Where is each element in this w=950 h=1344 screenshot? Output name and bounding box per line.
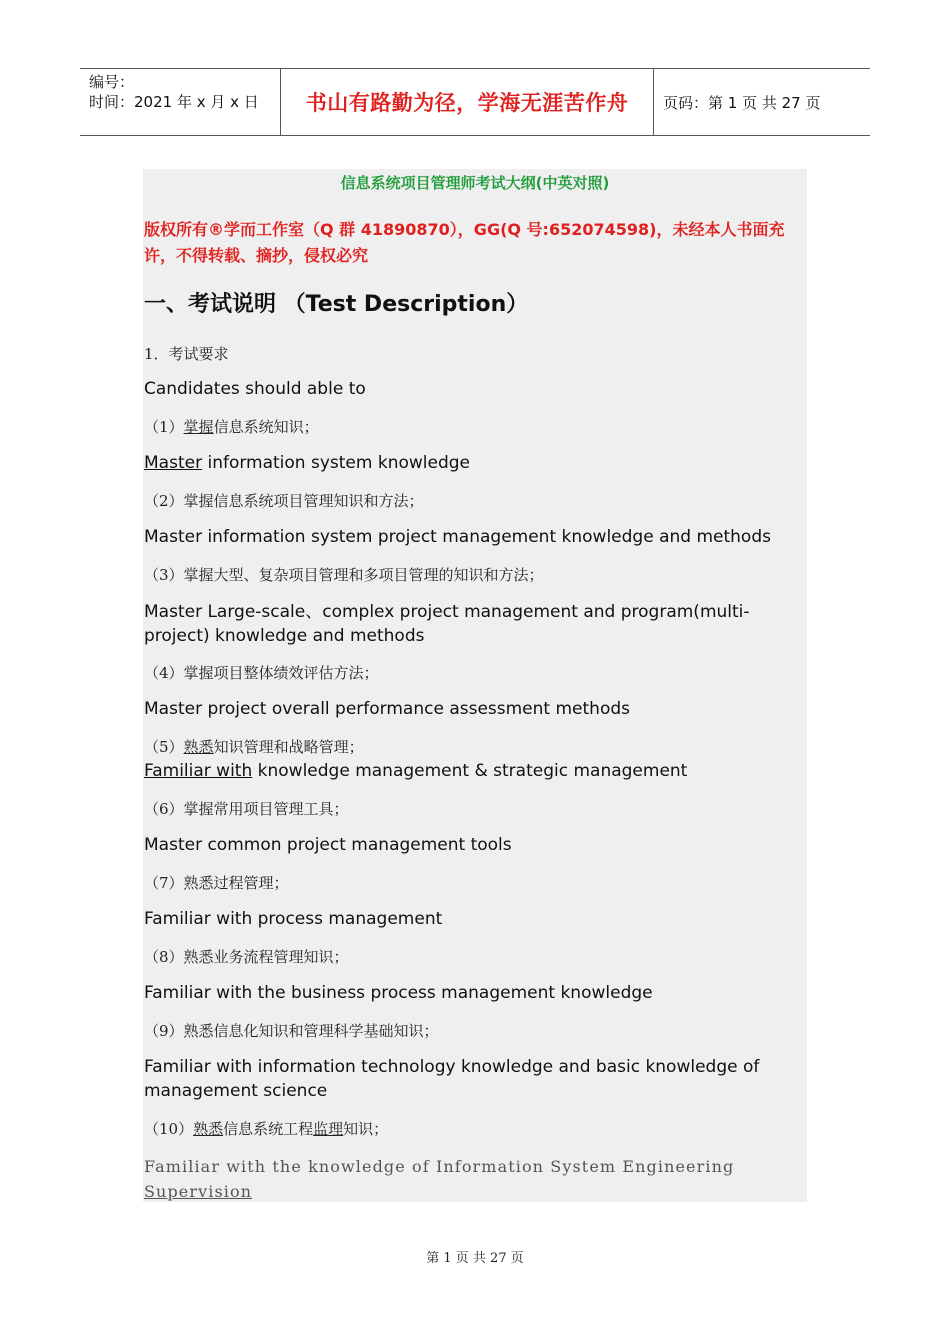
header-time: 时间：2021 年 x 月 x 日: [89, 93, 259, 111]
item-text: knowledge management & strategic management: [252, 761, 688, 781]
item-6-en: Master common project management tools: [144, 835, 512, 855]
item-7-en: Familiar with process management: [144, 909, 443, 929]
item-number: （10）: [144, 1120, 194, 1138]
item-1-cn: [144, 416, 319, 437]
item-text: 信息系统工程: [223, 1120, 314, 1138]
item-text: 知识；: [343, 1120, 389, 1138]
item-text: 知识管理和战略管理；: [213, 738, 364, 756]
item-3-en: Master Large-scale、complex project management and program(multi-project) knowledge and methods: [144, 602, 750, 646]
underlined-term: Familiar with: [144, 761, 253, 781]
item-8-cn: （8）熟悉业务流程管理知识；: [144, 948, 349, 966]
item-9-en: Familiar with information technology knowledge and basic knowledge of management science: [144, 1057, 760, 1101]
item-heading: 1．考试要求: [144, 345, 229, 363]
item-4-en: Master project overall performance assessment methods: [144, 699, 630, 719]
underlined-term: Master: [144, 453, 203, 473]
item-5-en: [144, 761, 687, 781]
item-1-en: [144, 453, 470, 473]
intro-text: Candidates should able to: [144, 379, 366, 399]
item-6-cn: （6）掌握常用项目管理工具；: [144, 800, 349, 818]
item-10-en: [144, 1154, 764, 1204]
page-header: [80, 68, 870, 136]
item-3-cn: （3）掌握大型、复杂项目管理和多项目管理的知识和方法；: [144, 566, 544, 584]
page-footer: 第 1 页 共 27 页: [426, 1251, 524, 1266]
underlined-term: Supervision: [144, 1182, 253, 1201]
document-title: 信息系统项目管理师考试大纲(中英对照): [340, 174, 610, 192]
underlined-term: 掌握: [183, 418, 214, 436]
header-page-info: 页码：第 1 页 共 27 页: [663, 93, 821, 112]
document-content: [143, 169, 807, 1202]
item-4-cn: （4）掌握项目整体绩效评估方法；: [144, 664, 379, 682]
section-heading: 一、考试说明 （Test Description）: [144, 292, 529, 317]
copyright-notice: 版权所有®学而工作室（Q 群 41890870），GG(Q 号:652074598)，未经本人书面充许，不得转载、摘抄，侵权必究: [144, 220, 785, 265]
header-motto: 书山有路勤为径，学海无涯苦作舟: [281, 69, 654, 135]
item-text: information system knowledge: [202, 453, 470, 473]
item-7-cn: （7）熟悉过程管理；: [144, 874, 289, 892]
item-2-en: Master information system project management knowledge and methods: [144, 527, 771, 547]
header-meta: [80, 69, 281, 135]
header-number: 编号：: [89, 73, 135, 91]
underlined-term: 熟悉: [193, 1120, 224, 1138]
item-text: 信息系统知识；: [213, 418, 319, 436]
item-9-cn: （9）熟悉信息化知识和管理科学基础知识；: [144, 1022, 439, 1040]
item-8-en: Familiar with the business process management knowledge: [144, 983, 653, 1003]
underlined-term: 监理: [313, 1120, 344, 1138]
item-text: Familiar with the knowledge of Information System Engineering: [144, 1157, 735, 1176]
item-10-cn: [144, 1118, 388, 1139]
item-5-cn: [144, 736, 364, 757]
item-number: （1）: [144, 418, 184, 436]
underlined-term: 熟悉: [183, 738, 214, 756]
item-number: （5）: [144, 738, 184, 756]
item-2-cn: （2）掌握信息系统项目管理知识和方法；: [144, 492, 424, 510]
